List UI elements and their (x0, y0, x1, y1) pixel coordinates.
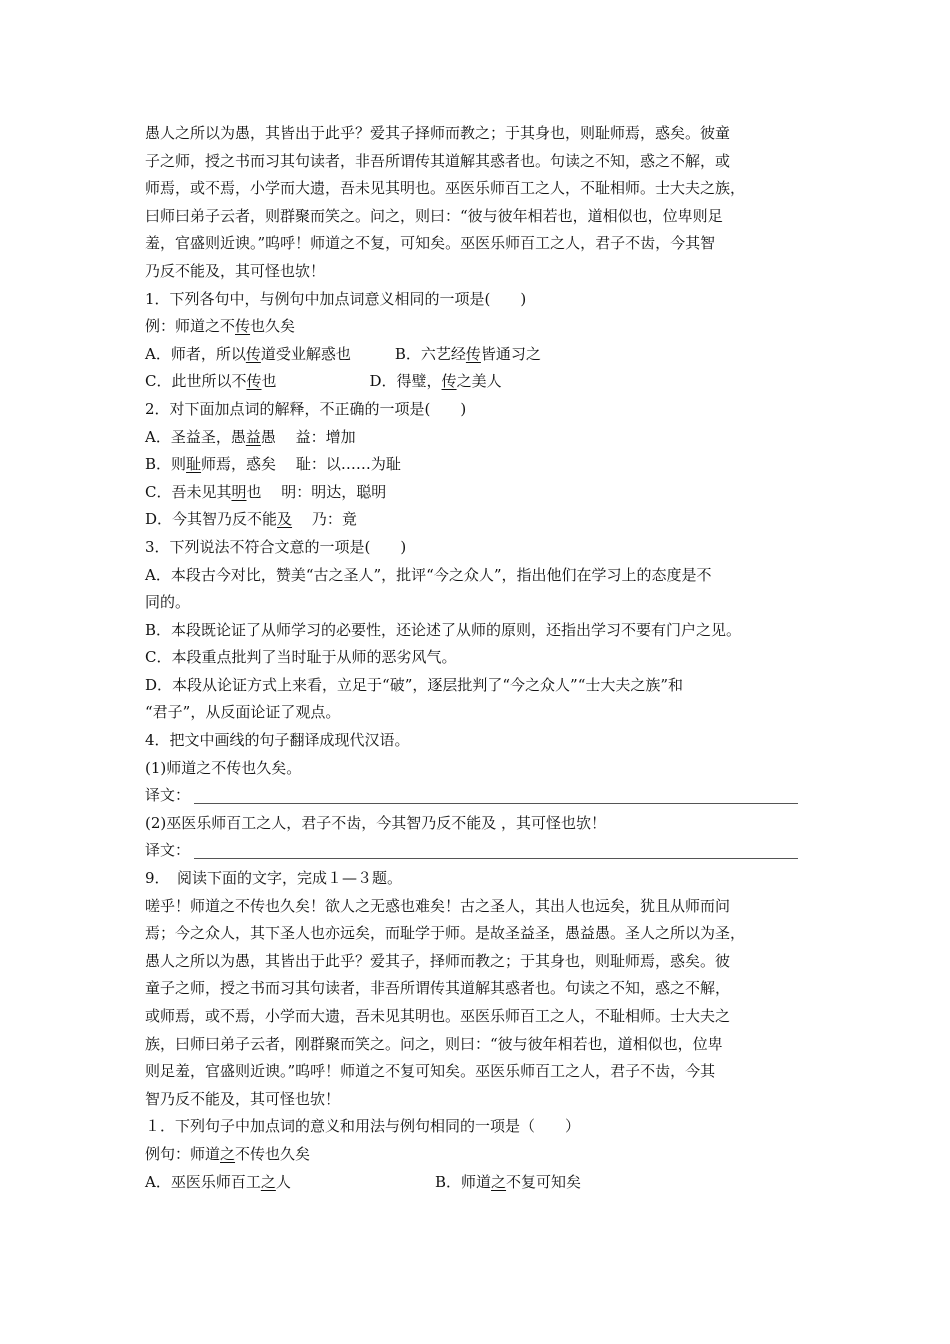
answer-blank[interactable] (194, 802, 798, 804)
passage-line: 或师焉，或不焉，小学而大遗，吾未见其明也。巫医乐师百工之人，不耻相师。士大夫之 (145, 1007, 731, 1025)
passage-line: 师焉，或不焉，小学而大遗，吾未见其明也。巫医乐师百工之人，不耻相师。士大夫之族， (145, 179, 746, 198)
example-sentence: 例句：师道之不传也久矣 (145, 1144, 311, 1163)
option-d: D．今其智乃反不能及 乃：竟 (145, 510, 357, 529)
passage-line: 乃反不能及，其可怪也欤！ (145, 261, 326, 280)
option-c: C．此世所以不传也 (145, 372, 277, 391)
sentence-2: (2)巫医乐师百工之人，君子不齿，今其智乃反不能及 ，其可怪也欤！ (145, 813, 607, 832)
translation-label: 译文： (145, 841, 191, 860)
passage-line: 愚人之所以为愚，其皆出于此乎？爱其子，择师而教之；于其身也，则耻师焉，惑矣。彼 (145, 951, 731, 970)
passage-line: 智乃反不能及，其可怪也欤！ (145, 1089, 341, 1108)
question-2 (145, 396, 810, 534)
option-d: D．本段从论证方式上来看，立足于“破”，逐层批判了“今之众人”“士大夫之族”和 (145, 675, 684, 694)
options-row (145, 368, 810, 396)
translation-row (145, 782, 810, 810)
passage-line: 则足羞，官盛则近谀。”呜呼！师道之不复可知矣。巫医乐师百工之人，君子不齿，今其 (145, 1062, 716, 1081)
passage-line: 童子之师，授之书而习其句读者，非吾所谓传其道解其惑者也。句读之不知，惑之不解， (145, 979, 731, 998)
passage-line: 族，曰师曰弟子云者，刚群聚而笑之。问之，则曰：“彼与彼年相若也，道相似也，位卑 (145, 1034, 723, 1053)
question-stem: 4．把文中画线的句子翻译成现代汉语。 (145, 731, 410, 750)
translation-row (145, 837, 810, 865)
question-3 (145, 534, 810, 727)
question-stem: 2．对下面加点词的解释，不正确的一项是( ) (145, 399, 467, 418)
option-b: B．本段既论证了从师学习的必要性，还论述了从师的原则，还指出学习不要有门户之见。 (145, 620, 742, 639)
option-b: B．师道之不复可知矣 (435, 1172, 582, 1191)
passage-line: 曰师曰弟子云者，则群聚而笑之。问之，则曰：“彼与彼年相若也，道相似也，位卑则足 (145, 206, 723, 225)
options-row (145, 341, 810, 369)
section-9 (145, 865, 810, 1196)
passage-line: 子之师，授之书而习其句读者，非吾所谓传其道解其惑者也。句读之不知，惑之不解，或 (145, 151, 731, 170)
translation-label: 译文： (145, 786, 191, 805)
question-1 (145, 286, 810, 396)
passage-line: 羞，官盛则近谀。”呜呼！师道之不复，可知矣。巫医乐师百工之人，君子不齿，今其智 (145, 234, 716, 253)
passage-line: 嗟乎！师道之不传也久矣！欲人之无惑也难矣！古之圣人，其出人也远矣，犹且从师而问 (145, 896, 731, 915)
option-a: A．师者，所以传道受业解惑也 (145, 344, 351, 363)
option-c: C．本段重点批判了当时耻于从师的恶劣风气。 (145, 648, 457, 667)
question-stem: 1．下列各句中，与例句中加点词意义相同的一项是( ) (145, 289, 527, 308)
sentence-1: (1)师道之不传也久矣。 (145, 758, 302, 777)
option-d-cont: “君子”，从反面论证了观点。 (145, 703, 341, 722)
answer-blank[interactable] (194, 857, 798, 859)
passage-1 (145, 120, 810, 286)
option-b: B．六艺经传皆通习之 (394, 344, 541, 363)
option-c: C．吾未见其明也 明：明达，聪明 (145, 482, 387, 501)
question-stem: 3．下列说法不符合文意的一项是( ) (145, 537, 407, 556)
option-a-cont: 同的。 (145, 593, 191, 612)
passage-line: 愚人之所以为愚，其皆出于此乎？爱其子择师而教之；于其身也，则耻师焉，惑矣。彼童 (145, 124, 731, 142)
option-a: A．圣益圣，愚益愚 益：增加 (145, 427, 356, 446)
question-4 (145, 727, 810, 865)
option-d: D．得璧，传之美人 (369, 372, 502, 391)
question-stem: １．下列句子中加点词的意义和用法与例句相同的一项是（ ） (145, 1117, 581, 1136)
option-a: A．本段古今对比，赞美“古之圣人”，批评“今之众人”，指出他们在学习上的态度是不 (145, 565, 712, 584)
example-sentence: 例：师道之不传也久矣 (145, 317, 296, 336)
option-b: B．则耻师焉，惑矣 耻：以……为耻 (145, 455, 401, 474)
passage-line: 焉；今之众人，其下圣人也亦远矣，而耻学于师。是故圣益圣，愚益愚。圣人之所以为圣， (145, 924, 746, 943)
section-title: 9． 阅读下面的文字，完成１—３题。 (145, 869, 403, 888)
options-row (145, 1169, 810, 1197)
document-page (145, 120, 810, 1196)
option-a: A．巫医乐师百工之人 (145, 1172, 291, 1191)
